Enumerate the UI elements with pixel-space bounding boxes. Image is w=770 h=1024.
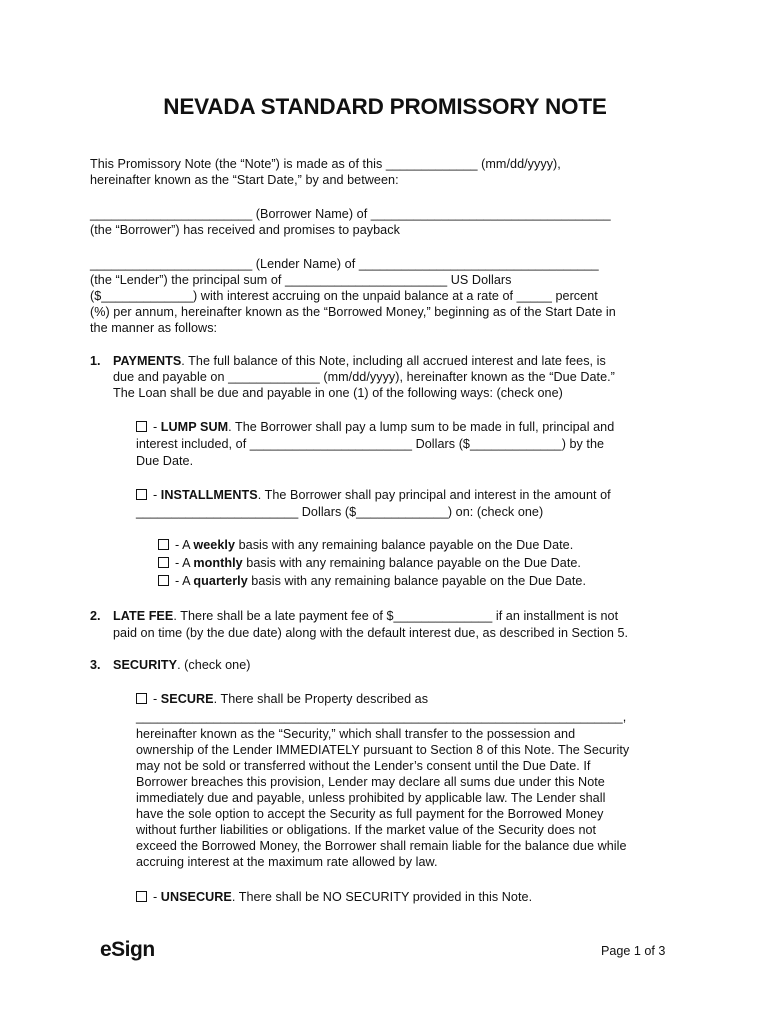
lender-line-2: (the “Lender”) the principal sum of _______________________ US Dollars <box>90 273 512 287</box>
weekly-option <box>175 537 573 553</box>
secure-line-9: without further liabilities or obligations. If the market value of the Security does not <box>136 823 597 837</box>
late-fee-line-2: paid on time (by the due date) along with the default interest due, as described in Section 5. <box>113 626 629 640</box>
unsecure-line-1 <box>153 889 532 905</box>
secure-line-11: accruing interest at the maximum rate allowed by law. <box>136 855 438 869</box>
lump-sum-checkbox[interactable] <box>136 421 147 432</box>
borrower-line-1: _______________________ (Borrower Name) of __________________________________ <box>90 207 611 221</box>
lump-sum-text-1: . The Borrower shall pay a lump sum to be made in full, principal and <box>228 420 615 434</box>
secure-line-6: Borrower breaches this provision, Lender may declare all sums due under this Note <box>136 775 605 789</box>
intro-line-1: This Promissory Note (the “Note”) is made as of this _____________ (mm/dd/yyyy), <box>90 157 561 171</box>
intro-line-2: hereinafter known as the “Start Date,” by and between: <box>90 173 399 187</box>
installments-text-1: . The Borrower shall pay principal and interest in the amount of <box>257 488 611 502</box>
secure-text-1: . There shall be Property described as <box>213 692 429 706</box>
secure-line-2: _____________________________________________________________________, <box>136 710 627 724</box>
unsecure-checkbox[interactable] <box>136 891 147 902</box>
installments-line-2: _______________________ Dollars ($_____________) on: (check one) <box>136 505 544 519</box>
secure-checkbox[interactable] <box>136 693 147 704</box>
installments-checkbox[interactable] <box>136 489 147 500</box>
monthly-checkbox[interactable] <box>158 557 169 568</box>
payments-line-3: The Loan shall be due and payable in one (1) of the following ways: (check one) <box>113 386 563 400</box>
payments-line-1 <box>113 353 606 369</box>
section-number-security: 3. <box>90 658 101 672</box>
document-title: NEVADA STANDARD PROMISSORY NOTE <box>163 94 607 119</box>
lender-line-3: ($_____________) with interest accruing on the unpaid balance at a rate of _____ percent <box>90 289 598 303</box>
secure-line-1 <box>153 691 428 707</box>
secure-line-10: exceed the Borrowed Money, the Borrower shall remain liable for the balance due while <box>136 839 627 853</box>
quarterly-checkbox[interactable] <box>158 575 169 586</box>
payments-text-1: . The full balance of this Note, including all accrued interest and late fees, is <box>181 354 606 368</box>
weekly-post: basis with any remaining balance payable on the Due Date. <box>235 538 574 552</box>
late-fee-line-1 <box>113 608 618 624</box>
lender-line-1: _______________________ (Lender Name) of __________________________________ <box>90 257 599 271</box>
payments-heading: PAYMENTS <box>113 354 182 368</box>
weekly-pre: - A <box>175 538 194 552</box>
borrower-line-2: (the “Borrower”) has received and promises to payback <box>90 223 400 237</box>
monthly-word: monthly <box>193 556 243 570</box>
section-number-payments: 1. <box>90 354 101 368</box>
installments-line-1 <box>153 487 611 503</box>
quarterly-option <box>175 573 586 589</box>
unsecure-heading: UNSECURE <box>160 890 232 904</box>
payments-line-2: due and payable on _____________ (mm/dd/yyyy), hereinafter known as the “Due Date.” <box>113 370 615 384</box>
lender-line-4: (%) per annum, hereinafter known as the “Borrowed Money,” beginning as of the Start Date in <box>90 305 616 319</box>
installments-prefix: - <box>153 488 161 502</box>
late-fee-heading: LATE FEE <box>113 609 174 623</box>
quarterly-pre: - A <box>175 574 194 588</box>
secure-line-8: have the sole option to accept the Security as full payment for the Borrowed Money <box>136 807 604 821</box>
secure-heading: SECURE <box>160 692 214 706</box>
lump-sum-heading: LUMP SUM <box>160 420 229 434</box>
weekly-word: weekly <box>193 538 236 552</box>
lump-sum-prefix: - <box>153 420 161 434</box>
security-tail: . (check one) <box>177 658 251 672</box>
section-number-late-fee: 2. <box>90 609 101 623</box>
quarterly-word: quarterly <box>193 574 248 588</box>
monthly-option <box>175 555 581 571</box>
secure-line-3: hereinafter known as the “Security,” which shall transfer to the possession and <box>136 727 576 741</box>
secure-line-7: immediately due and payable, unless prohibited by applicable law. The Lender shall <box>136 791 606 805</box>
secure-prefix: - <box>153 692 161 706</box>
security-line-1 <box>113 657 251 673</box>
lump-sum-line-1 <box>153 419 614 435</box>
lump-sum-line-3: Due Date. <box>136 454 194 468</box>
monthly-pre: - A <box>175 556 194 570</box>
weekly-checkbox[interactable] <box>158 539 169 550</box>
quarterly-post: basis with any remaining balance payable on the Due Date. <box>247 574 586 588</box>
lender-line-5: the manner as follows: <box>90 321 218 335</box>
secure-line-4: ownership of the Lender IMMEDIATELY pursuant to Section 8 of this Note. The Security <box>136 743 630 757</box>
late-fee-text-1: . There shall be a late payment fee of $______________ if an installment is not <box>173 609 619 623</box>
secure-line-5: may not be sold or transferred without the Lender’s consent until the Due Date. If <box>136 759 591 773</box>
page-number: Page 1 of 3 <box>601 944 666 958</box>
unsecure-text-1: . There shall be NO SECURITY provided in this Note. <box>231 890 533 904</box>
lump-sum-line-2: interest included, of _______________________ Dollars ($_____________) by the <box>136 437 605 451</box>
esign-logo: eSign <box>100 938 155 961</box>
installments-heading: INSTALLMENTS <box>160 488 258 502</box>
monthly-post: basis with any remaining balance payable on the Due Date. <box>242 556 581 570</box>
security-heading: SECURITY <box>113 658 178 672</box>
unsecure-prefix: - <box>153 890 161 904</box>
